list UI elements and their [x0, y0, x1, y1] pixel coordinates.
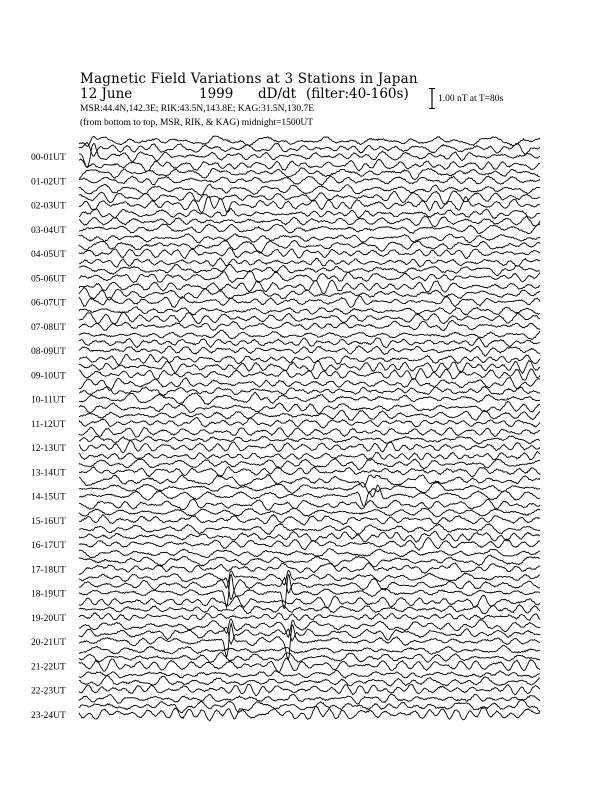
hour-label: 22-23UT [31, 686, 66, 697]
trace-kag [79, 571, 540, 589]
chart-title: Magnetic Field Variations at 3 Stations in Japan [80, 71, 418, 87]
station-order-note: (from bottom to top, MSR, RIK, & KAG) midnight=1500UT [80, 118, 314, 128]
trace-msr [79, 658, 540, 673]
trace-msr [79, 467, 540, 477]
trace-msr [79, 613, 540, 621]
hour-label: 10-11UT [31, 395, 66, 406]
trace-msr [79, 563, 540, 575]
year-label: 1999 [199, 86, 234, 102]
trace-msr [79, 320, 540, 330]
trace-kag [79, 549, 540, 558]
trace-kag [79, 354, 540, 365]
trace-rik [79, 675, 540, 686]
trace-rik [79, 482, 540, 493]
hour-label: 17-18UT [31, 565, 66, 576]
trace-kag [79, 499, 540, 510]
hour-label: 01-02UT [31, 177, 66, 188]
hour-label: 04-05UT [31, 250, 66, 260]
trace-msr [79, 296, 540, 308]
trace-kag [79, 209, 540, 219]
scale-label: 1.00 nT at T=80s [438, 94, 504, 104]
trace-msr [79, 144, 540, 168]
trace-kag [79, 595, 540, 608]
trace-kag [79, 330, 540, 339]
date-label: 12 June [80, 86, 133, 102]
trace-kag [79, 645, 540, 654]
trace-msr [79, 417, 540, 428]
station-coordinates: MSR:44.4N,142.3E; RIK:43.5N,143.8E; KAG:31.5N,130.7E [80, 104, 315, 114]
hour-label: 20-21UT [31, 638, 66, 648]
hour-label: 15-16UT [31, 516, 66, 527]
trace-rik [79, 653, 540, 663]
trace-rik [79, 168, 540, 180]
trace-rik [79, 578, 540, 600]
component-label: dD/dt [258, 86, 297, 102]
hour-label: 14-15UT [31, 492, 66, 503]
trace-kag [79, 307, 540, 315]
trace-kag [79, 670, 540, 678]
trace-rik [79, 458, 540, 470]
trace-msr [79, 574, 540, 608]
hour-label: 05-06UT [31, 274, 66, 285]
hour-label: 13-14UT [31, 468, 66, 479]
trace-kag [79, 402, 540, 414]
hour-label: 21-22UT [31, 662, 66, 673]
trace-msr [79, 441, 540, 453]
trace-msr [79, 515, 540, 526]
hour-label: 02-03UT [31, 201, 66, 212]
hour-label: 09-10UT [31, 371, 66, 382]
hour-label: 16-17UT [31, 541, 66, 551]
hour-label: 03-04UT [31, 225, 66, 236]
trace-msr [79, 392, 540, 405]
hour-label: 19-20UT [31, 613, 66, 624]
hour-label: 18-19UT [31, 589, 66, 600]
trace-msr [79, 684, 540, 695]
trace-kag [79, 159, 540, 172]
trace-kag [79, 451, 540, 460]
trace-kag [79, 234, 540, 243]
trace-msr [79, 624, 540, 660]
trace-kag [79, 184, 540, 195]
hour-label: 12-13UT [31, 444, 66, 454]
trace-rik [79, 555, 540, 567]
hour-label: 06-07UT [31, 298, 66, 309]
trace-msr [79, 176, 540, 185]
filter-label: (filter:40-160s) [306, 86, 409, 102]
trace-kag [79, 258, 540, 267]
trace-rik [79, 312, 540, 324]
trace-rik [79, 386, 540, 396]
hour-label: 23-24UT [31, 710, 66, 721]
trace-rik [79, 605, 540, 614]
trace-msr [79, 707, 540, 721]
trace-rik [79, 532, 540, 543]
trace-msr [79, 346, 540, 356]
hour-label: 11-12UT [31, 419, 66, 430]
trace-kag [79, 136, 540, 146]
hour-label: 08-09UT [31, 347, 66, 357]
trace-kag [79, 524, 540, 535]
trace-rik [79, 338, 540, 348]
trace-msr [79, 369, 540, 381]
trace-rik [79, 410, 540, 420]
trace-msr [79, 248, 540, 259]
hour-label: 00-01UT [31, 153, 66, 163]
hour-label: 07-08UT [31, 322, 66, 333]
trace-kag [79, 694, 540, 704]
trace-rik [79, 436, 540, 444]
trace-rik [79, 508, 540, 517]
trace-msr [79, 224, 540, 234]
trace-rik [79, 264, 540, 275]
